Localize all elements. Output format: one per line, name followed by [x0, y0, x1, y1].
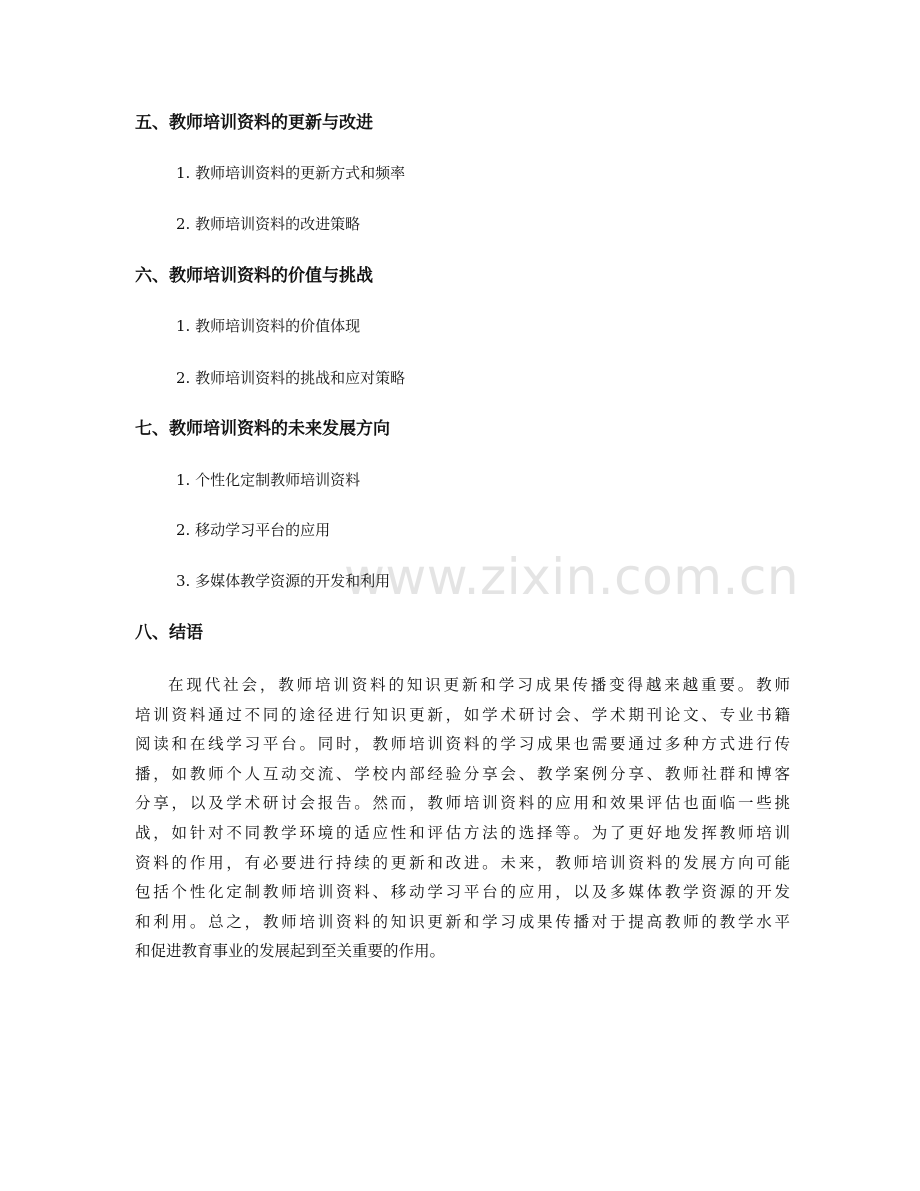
- list-item: 2. 教师培训资料的改进策略: [176, 215, 361, 233]
- paragraph-line: 包括个性化定制教师培训资料、移动学习平台的应用，以及多媒体教学资源的开发: [135, 883, 790, 902]
- paragraph-line: 和利用。总之，教师培训资料的知识更新和学习成果传播对于提高教师的教学水平: [135, 912, 790, 931]
- paragraph-line: 培训资料通过不同的途径进行知识更新，如学术研讨会、学术期刊论文、专业书籍: [135, 705, 790, 724]
- conclusion-paragraph: [135, 671, 790, 967]
- list-item: 1. 教师培训资料的价值体现: [176, 317, 361, 335]
- watermark: www.zixin.com.cn: [344, 548, 800, 606]
- paragraph-line: 在现代社会，教师培训资料的知识更新和学习成果传播变得越来越重要。教师: [168, 676, 790, 694]
- paragraph-line: 资料的作用，有必要进行持续的更新和改进。未来，教师培训资料的发展方向可能: [135, 853, 790, 872]
- list-item: 2. 教师培训资料的挑战和应对策略: [176, 369, 406, 387]
- paragraph-line: 分享，以及学术研讨会报告。然而，教师培训资料的应用和效果评估也面临一些挑: [135, 794, 790, 813]
- paragraph-line: 阅读和在线学习平台。同时，教师培训资料的学习成果也需要通过多种方式进行传: [135, 735, 790, 754]
- paragraph-line: 播，如教师个人互动交流、学校内部经验分享会、教学案例分享、教师社群和博客: [135, 764, 790, 783]
- list-item: 2. 移动学习平台的应用: [176, 521, 331, 539]
- section-heading-6: 六、教师培训资料的价值与挑战: [135, 266, 373, 286]
- list-item: 1. 个性化定制教师培训资料: [176, 471, 361, 489]
- section-heading-5: 五、教师培训资料的更新与改进: [135, 113, 373, 133]
- list-item: 3. 多媒体教学资源的开发和利用: [176, 572, 391, 590]
- paragraph-line: 战，如针对不同教学环境的适应性和评估方法的选择等。为了更好地发挥教师培训: [135, 823, 790, 842]
- section-heading-8: 八、结语: [135, 623, 203, 643]
- paragraph-line: 和促进教育事业的发展起到至关重要的作用。: [135, 942, 446, 961]
- list-item: 1. 教师培训资料的更新方式和频率: [176, 164, 406, 182]
- section-heading-7: 七、教师培训资料的未来发展方向: [135, 419, 390, 439]
